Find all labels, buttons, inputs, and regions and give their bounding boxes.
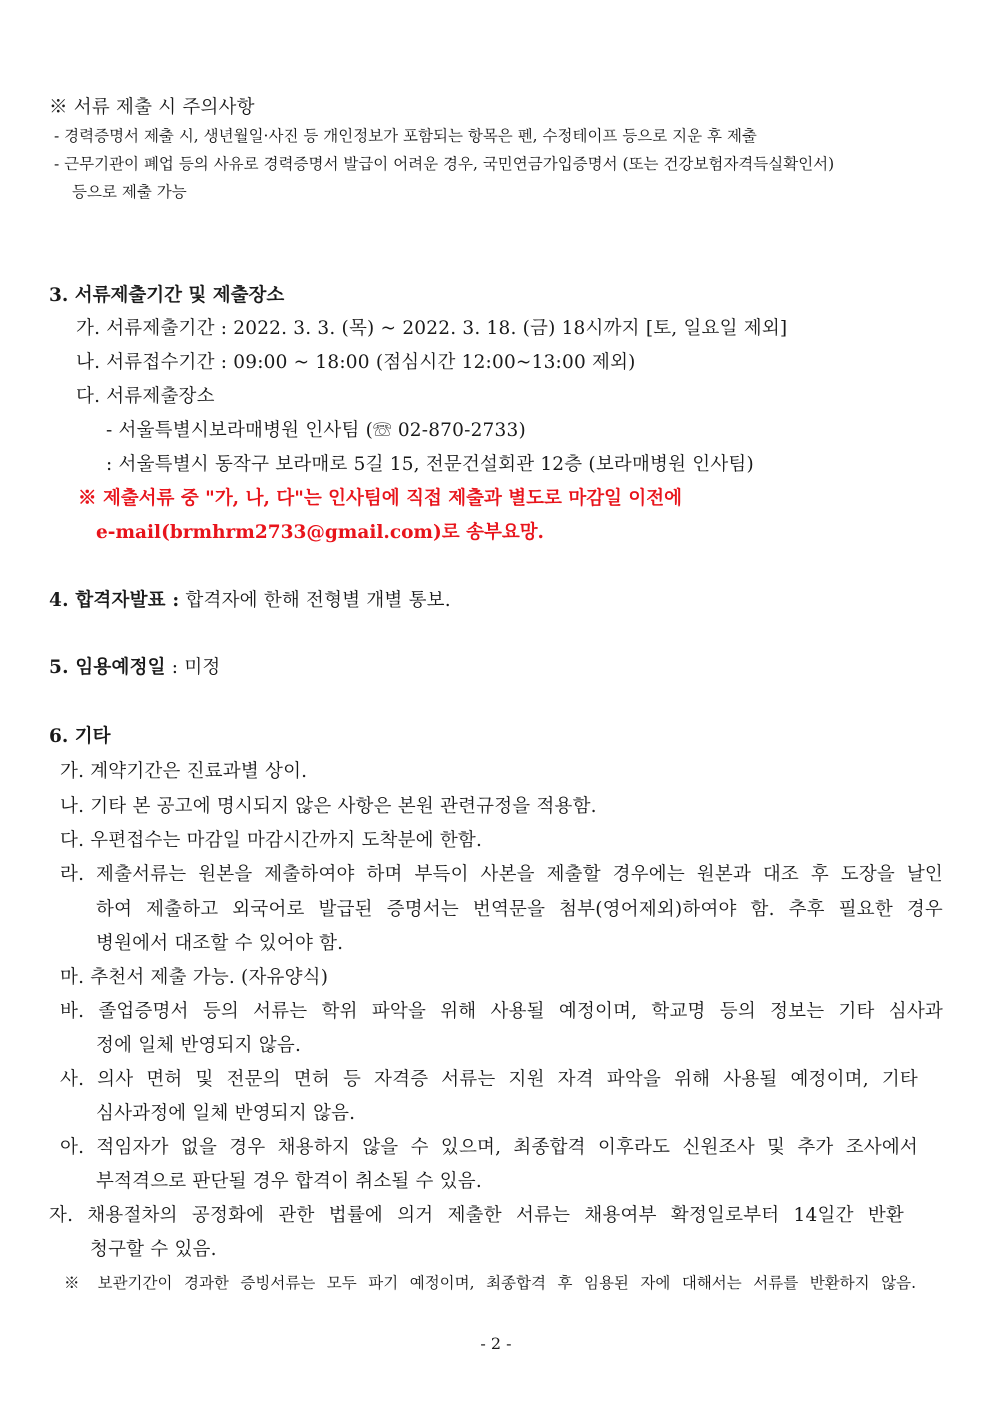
submission-period: 가. 서류제출기간 : 2022. 3. 3. (목) ~ 2022. 3. 18. (금) 18시까지 [토, 일요일 제외] [76, 318, 788, 339]
list-item: 마. 추천서 제출 가능. (자유양식) [60, 967, 329, 988]
notice-item: - 근무기관이 폐업 등의 사유로 경력증명서 발급이 어려운 경우, 국민연금가입증명서 (또는 건강보험자격득실확인서) [54, 155, 835, 173]
reception-hours: 나. 서류접수기간 : 09:00 ~ 18:00 (점심시간 12:00~13:00 제외) [76, 352, 636, 373]
section-heading: 6. 기타 [49, 726, 111, 747]
list-item-continued: 심사과정에 일체 반영되지 않음. [96, 1103, 356, 1124]
section-label: 4. 합격자발표 : [49, 590, 180, 611]
submission-place-office: - 서울특별시보라매병원 인사팀 (☏ 02-870-2733) [106, 420, 526, 441]
section-heading: 3. 서류제출기간 및 제출장소 [49, 285, 285, 306]
list-item: 바. 졸업증명서 등의 서류는 학위 파악을 위해 사용될 예정이며, 학교명 등의 정보는 기타 심사과 [60, 1001, 943, 1022]
list-item: 아. 적임자가 없을 경우 채용하지 않을 수 있으며, 최종합격 이후라도 신원조사 및 추가 조사에서 [60, 1137, 918, 1158]
list-item: 사. 의사 면허 및 전문의 면허 등 자격증 서류는 지원 자격 파악을 위해 사용될 예정이며, 기타 [60, 1069, 918, 1090]
section-announcement [49, 586, 451, 612]
section-text: 합격자에 한해 전형별 개별 통보. [179, 590, 451, 611]
email-warning-address: e-mail(brmhrm2733@gmail.com)로 송부요망. [96, 522, 545, 543]
list-item-continued: 병원에서 대조할 수 있어야 함. [96, 933, 344, 954]
list-item-continued: 청구할 수 있음. [90, 1239, 217, 1260]
notice-title: ※ 서류 제출 시 주의사항 [49, 97, 255, 118]
submission-place-address: : 서울특별시 동작구 보라매로 5길 15, 전문건설회관 12층 (보라매병원 인사팀) [106, 454, 754, 475]
footnote: ※ 보관기간이 경과한 증빙서류는 모두 파기 예정이며, 최종합격 후 임용된 자에 대해서는 서류를 반환하지 않음. [64, 1274, 916, 1292]
page-number: - 2 - [480, 1334, 512, 1353]
section-label: 5. 임용예정일 [49, 657, 166, 678]
submission-place-label: 다. 서류제출장소 [76, 386, 215, 407]
section-appointment [49, 653, 220, 679]
email-warning: ※ 제출서류 중 "가, 나, 다"는 인사팀에 직접 제출과 별도로 마감일 이전에 [78, 488, 683, 509]
notice-item: 등으로 제출 가능 [72, 183, 187, 201]
notice-item: - 경력증명서 제출 시, 생년월일·사진 등 개인정보가 포함되는 항목은 펜, 수정테이프 등으로 지운 후 제출 [54, 127, 757, 145]
list-item: 자. 채용절차의 공정화에 관한 법률에 의거 제출한 서류는 채용여부 확정일로부터 14일간 반환 [49, 1205, 904, 1226]
list-item: 라. 제출서류는 원본을 제출하여야 하며 부득이 사본을 제출할 경우에는 원본과 대조 후 도장을 날인 [60, 864, 943, 885]
list-item-continued: 부적격으로 판단될 경우 합격이 취소될 수 있음. [96, 1171, 482, 1192]
list-item: 가. 계약기간은 진료과별 상이. [60, 761, 308, 782]
list-item: 나. 기타 본 공고에 명시되지 않은 사항은 본원 관련규정을 적용함. [60, 796, 597, 817]
list-item-continued: 정에 일체 반영되지 않음. [96, 1035, 302, 1056]
list-item-continued: 하여 제출하고 외국어로 발급된 증명서는 번역문을 첨부(영어제외)하여야 함. 추후 필요한 경우 [96, 899, 943, 920]
list-item: 다. 우편접수는 마감일 마감시간까지 도착분에 한함. [60, 830, 483, 851]
section-text: : 미정 [165, 657, 221, 678]
